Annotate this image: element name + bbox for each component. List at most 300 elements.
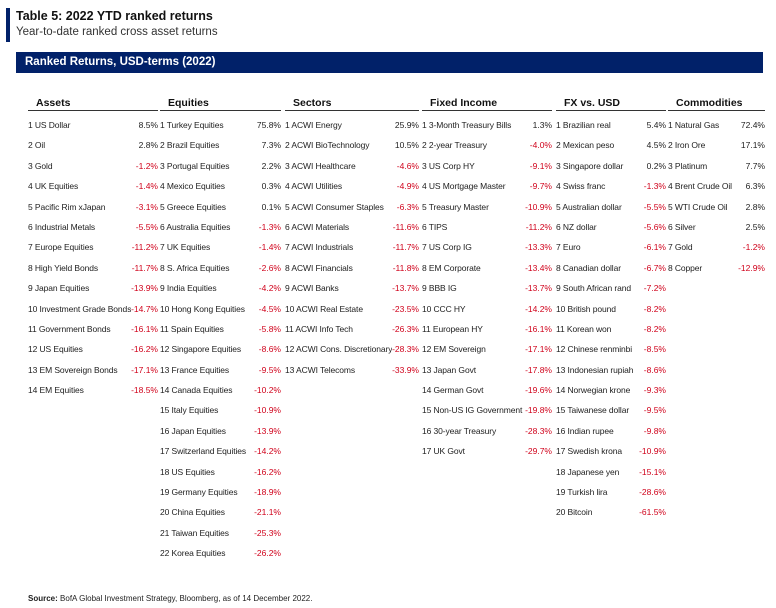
row-label: 16 Japan Equities bbox=[160, 425, 226, 436]
table-row bbox=[556, 487, 666, 507]
table-row bbox=[285, 120, 419, 140]
row-value: -10.9% bbox=[254, 405, 281, 416]
table-row bbox=[422, 242, 552, 262]
row-label: 5 Treasury Master bbox=[422, 201, 489, 212]
row-value: 72.4% bbox=[740, 120, 765, 130]
row-label: 1 3-Month Treasury Bills bbox=[422, 120, 512, 130]
table-row bbox=[160, 446, 281, 466]
row-label: 13 France Equities bbox=[160, 364, 230, 375]
table-row bbox=[285, 140, 419, 160]
row-value: -4.9% bbox=[396, 181, 419, 192]
row-value: -21.1% bbox=[254, 507, 281, 518]
row-label: 20 China Equities bbox=[160, 507, 225, 518]
row-label: 1 Natural Gas bbox=[668, 120, 720, 130]
row-value: -10.9% bbox=[639, 446, 666, 457]
table-row bbox=[160, 120, 281, 140]
row-value: -9.3% bbox=[643, 385, 666, 396]
table-row bbox=[28, 365, 158, 385]
table-row bbox=[285, 202, 419, 222]
row-label: 12 US Equities bbox=[28, 344, 83, 355]
column-header: Assets bbox=[28, 96, 158, 111]
row-label: 4 US Mortgage Master bbox=[422, 181, 506, 192]
row-value: -17.8% bbox=[525, 364, 552, 375]
table-row bbox=[28, 304, 158, 324]
table-row bbox=[422, 120, 552, 140]
row-label: 17 UK Govt bbox=[422, 446, 465, 457]
column-equities bbox=[160, 96, 281, 569]
row-value: -28.6% bbox=[639, 487, 666, 498]
row-value: -19.8% bbox=[525, 405, 552, 416]
row-value: 7.3% bbox=[261, 140, 281, 151]
row-label: 3 Platinum bbox=[668, 160, 708, 171]
row-label: 17 Switzerland Equities bbox=[160, 446, 247, 457]
row-label: 11 European HY bbox=[422, 323, 483, 334]
table-row bbox=[160, 222, 281, 242]
row-label: 2 Brazil Equities bbox=[160, 140, 220, 151]
row-value: -17.1% bbox=[131, 364, 158, 375]
table-row bbox=[160, 365, 281, 385]
row-value: 1.3% bbox=[532, 120, 552, 130]
row-label: 6 NZ dollar bbox=[556, 221, 597, 232]
row-value: -11.8% bbox=[392, 262, 419, 273]
table-row bbox=[422, 161, 552, 181]
source-text: BofA Global Investment Strategy, Bloomberg, as of 14 December 2022. bbox=[60, 594, 313, 603]
row-value: -11.6% bbox=[392, 221, 419, 232]
table-row bbox=[160, 324, 281, 344]
table-row bbox=[556, 181, 666, 201]
column-header: Commodities bbox=[668, 96, 765, 111]
row-value: 4.5% bbox=[646, 140, 666, 151]
column-header: Fixed Income bbox=[422, 96, 552, 111]
row-value: 17.1% bbox=[740, 140, 765, 151]
row-label: 15 Non-US IG Government bbox=[422, 405, 523, 416]
table-row bbox=[668, 140, 765, 160]
row-label: 7 ACWI Industrials bbox=[285, 242, 354, 253]
row-value: -13.9% bbox=[254, 425, 281, 436]
row-value: -12.9% bbox=[738, 262, 765, 273]
row-label: 5 WTI Crude Oil bbox=[668, 201, 728, 212]
table-row bbox=[556, 222, 666, 242]
table-row bbox=[28, 324, 158, 344]
table-row bbox=[422, 181, 552, 201]
row-value: -28.3% bbox=[525, 425, 552, 436]
row-label: 5 Greece Equities bbox=[160, 201, 226, 212]
row-label: 1 Brazilian real bbox=[556, 120, 611, 130]
row-label: 14 EM Equities bbox=[28, 385, 84, 396]
row-value: -6.1% bbox=[643, 242, 666, 253]
row-value: -2.6% bbox=[258, 262, 281, 273]
row-value: -10.2% bbox=[254, 385, 281, 396]
row-value: -17.1% bbox=[525, 344, 552, 355]
row-value: -4.2% bbox=[258, 283, 281, 294]
row-value: -6.7% bbox=[643, 262, 666, 273]
table-row bbox=[160, 405, 281, 425]
table-row bbox=[285, 181, 419, 201]
table-row bbox=[422, 446, 552, 466]
table-row bbox=[668, 161, 765, 181]
row-label: 5 Pacific Rim xJapan bbox=[28, 201, 106, 212]
table-row bbox=[422, 385, 552, 405]
row-label: 10 ACWI Real Estate bbox=[285, 303, 363, 314]
row-label: 11 Government Bonds bbox=[28, 323, 111, 334]
row-value: -15.1% bbox=[639, 466, 666, 477]
row-label: 11 Spain Equities bbox=[160, 323, 224, 334]
table-row bbox=[160, 385, 281, 405]
row-value: 2.8% bbox=[138, 140, 158, 151]
table-row bbox=[285, 222, 419, 242]
row-value: 2.5% bbox=[745, 221, 765, 232]
table-row bbox=[556, 507, 666, 527]
table-row bbox=[160, 202, 281, 222]
table-row bbox=[28, 242, 158, 262]
row-label: 5 ACWI Consumer Staples bbox=[285, 201, 384, 212]
row-label: 3 ACWI Healthcare bbox=[285, 160, 356, 171]
row-label: 4 Mexico Equities bbox=[160, 181, 225, 192]
row-label: 7 UK Equities bbox=[160, 242, 211, 253]
table-row bbox=[28, 140, 158, 160]
column-assets bbox=[28, 96, 158, 405]
row-label: 14 German Govt bbox=[422, 385, 484, 396]
row-label: 8 EM Corporate bbox=[422, 262, 481, 273]
table-row bbox=[422, 263, 552, 283]
row-label: 10 British pound bbox=[556, 303, 616, 314]
row-value: -1.3% bbox=[643, 181, 666, 192]
row-label: 2 Mexican peso bbox=[556, 140, 615, 151]
row-label: 16 Indian rupee bbox=[556, 425, 614, 436]
table-row bbox=[422, 222, 552, 242]
row-value: -13.9% bbox=[131, 283, 158, 294]
row-label: 9 Japan Equities bbox=[28, 283, 90, 294]
table-row bbox=[160, 161, 281, 181]
row-label: 10 Hong Kong Equities bbox=[160, 303, 245, 314]
table-row bbox=[556, 385, 666, 405]
table-row bbox=[28, 120, 158, 140]
table-row bbox=[422, 324, 552, 344]
table-subtitle: Year-to-date ranked cross asset returns bbox=[16, 26, 218, 38]
row-label: 2 ACWI BioTechnology bbox=[285, 140, 370, 151]
table-row bbox=[28, 202, 158, 222]
row-value: -14.7% bbox=[131, 303, 158, 314]
row-label: 9 BBB IG bbox=[422, 283, 457, 294]
row-label: 2 Oil bbox=[28, 140, 45, 151]
column-header: Sectors bbox=[285, 96, 419, 111]
row-value: -11.2% bbox=[131, 242, 158, 253]
row-value: -13.4% bbox=[525, 262, 552, 273]
row-label: 8 High Yield Bonds bbox=[28, 262, 99, 273]
table-row bbox=[556, 161, 666, 181]
row-value: -5.8% bbox=[258, 323, 281, 334]
table-row bbox=[160, 426, 281, 446]
table-row bbox=[556, 120, 666, 140]
table-row bbox=[28, 222, 158, 242]
row-value: 0.2% bbox=[646, 160, 666, 171]
row-label: 15 Taiwanese dollar bbox=[556, 405, 630, 416]
row-label: 8 Copper bbox=[668, 262, 703, 273]
table-row bbox=[422, 405, 552, 425]
row-value: -1.4% bbox=[135, 181, 158, 192]
row-value: -19.6% bbox=[525, 385, 552, 396]
table-row bbox=[422, 283, 552, 303]
row-label: 18 US Equities bbox=[160, 466, 215, 477]
row-value: -9.1% bbox=[529, 160, 552, 171]
row-value: -13.3% bbox=[525, 242, 552, 253]
row-value: -33.9% bbox=[392, 364, 419, 375]
row-label: 7 US Corp IG bbox=[422, 242, 472, 253]
row-value: -11.7% bbox=[392, 242, 419, 253]
table-row bbox=[422, 140, 552, 160]
column-sectors bbox=[285, 96, 419, 385]
row-value: -4.0% bbox=[529, 140, 552, 151]
table-row bbox=[668, 120, 765, 140]
row-value: -8.6% bbox=[643, 364, 666, 375]
row-value: -23.5% bbox=[392, 303, 419, 314]
table-row bbox=[422, 344, 552, 364]
table-row bbox=[28, 283, 158, 303]
table-row bbox=[28, 263, 158, 283]
row-value: -5.5% bbox=[135, 221, 158, 232]
row-label: 18 Japanese yen bbox=[556, 466, 620, 477]
column-commodities bbox=[668, 96, 765, 283]
table-row bbox=[285, 344, 419, 364]
row-value: -13.7% bbox=[392, 283, 419, 294]
row-value: -28.3% bbox=[392, 344, 419, 355]
row-label: 4 Swiss franc bbox=[556, 181, 606, 192]
row-label: 16 30-year Treasury bbox=[422, 425, 497, 436]
row-value: -14.2% bbox=[525, 303, 552, 314]
table-row bbox=[556, 140, 666, 160]
row-value: -9.8% bbox=[643, 425, 666, 436]
table-row bbox=[285, 242, 419, 262]
table-row bbox=[28, 385, 158, 405]
table-row bbox=[556, 283, 666, 303]
table-row bbox=[556, 344, 666, 364]
row-value: -11.2% bbox=[525, 221, 552, 232]
row-label: 14 Norwegian krone bbox=[556, 385, 631, 396]
row-label: 20 Bitcoin bbox=[556, 507, 593, 518]
table-row bbox=[160, 467, 281, 487]
row-value: -25.3% bbox=[254, 527, 281, 538]
row-value: 2.8% bbox=[745, 201, 765, 212]
row-value: -18.5% bbox=[131, 385, 158, 396]
table-row bbox=[28, 344, 158, 364]
row-label: 10 CCC HY bbox=[422, 303, 466, 314]
row-value: -4.6% bbox=[396, 160, 419, 171]
row-label: 2 Iron Ore bbox=[668, 140, 706, 151]
title-accent-bar bbox=[6, 8, 10, 42]
row-label: 3 Gold bbox=[28, 160, 53, 171]
row-value: -1.4% bbox=[258, 242, 281, 253]
table-banner: Ranked Returns, USD-terms (2022) bbox=[16, 52, 763, 73]
row-label: 12 Singapore Equities bbox=[160, 344, 242, 355]
table-row bbox=[160, 344, 281, 364]
row-label: 4 UK Equities bbox=[28, 181, 79, 192]
row-value: 6.3% bbox=[745, 181, 765, 192]
row-value: 75.8% bbox=[256, 120, 281, 130]
row-label: 6 ACWI Materials bbox=[285, 221, 350, 232]
row-value: -13.7% bbox=[525, 283, 552, 294]
row-value: 5.4% bbox=[646, 120, 666, 130]
table-row bbox=[422, 426, 552, 446]
row-label: 10 Investment Grade Bonds bbox=[28, 303, 132, 314]
row-value: -1.3% bbox=[258, 221, 281, 232]
table-row bbox=[556, 324, 666, 344]
table-row bbox=[285, 161, 419, 181]
row-label: 12 Chinese renminbi bbox=[556, 344, 633, 355]
table-row bbox=[160, 487, 281, 507]
row-value: -9.5% bbox=[643, 405, 666, 416]
table-row bbox=[422, 365, 552, 385]
row-value: 0.1% bbox=[261, 201, 281, 212]
table-row bbox=[285, 324, 419, 344]
table-row bbox=[556, 365, 666, 385]
row-value: 7.7% bbox=[745, 160, 765, 171]
table-row bbox=[668, 263, 765, 283]
row-label: 1 ACWI Energy bbox=[285, 120, 342, 130]
table-title: Table 5: 2022 YTD ranked returns bbox=[16, 9, 213, 23]
row-label: 6 TIPS bbox=[422, 221, 448, 232]
row-value: -8.2% bbox=[643, 323, 666, 334]
table-row bbox=[556, 467, 666, 487]
table-row bbox=[668, 222, 765, 242]
table-row bbox=[285, 283, 419, 303]
row-value: -26.2% bbox=[254, 548, 281, 559]
row-value: 10.5% bbox=[394, 140, 419, 151]
table-row bbox=[28, 181, 158, 201]
table-row bbox=[285, 365, 419, 385]
row-value: -16.2% bbox=[131, 344, 158, 355]
table-row bbox=[556, 202, 666, 222]
row-value: -5.5% bbox=[643, 201, 666, 212]
row-label: 9 India Equities bbox=[160, 283, 217, 294]
table-row bbox=[556, 304, 666, 324]
row-label: 4 ACWI Utilities bbox=[285, 181, 342, 192]
table-row bbox=[285, 263, 419, 283]
row-label: 4 Brent Crude Oil bbox=[668, 181, 732, 192]
row-label: 13 Japan Govt bbox=[422, 364, 476, 375]
row-label: 12 EM Sovereign bbox=[422, 344, 486, 355]
row-label: 19 Germany Equities bbox=[160, 487, 238, 498]
row-value: -10.9% bbox=[525, 201, 552, 212]
row-label: 7 Gold bbox=[668, 242, 693, 253]
row-label: 14 Canada Equities bbox=[160, 385, 233, 396]
table-row bbox=[668, 181, 765, 201]
table-row bbox=[556, 242, 666, 262]
table-row bbox=[160, 304, 281, 324]
row-label: 8 Canadian dollar bbox=[556, 262, 621, 273]
row-label: 8 S. Africa Equities bbox=[160, 262, 230, 273]
row-value: -11.7% bbox=[131, 262, 158, 273]
row-label: 22 Korea Equities bbox=[160, 548, 226, 559]
row-label: 15 Italy Equities bbox=[160, 405, 219, 416]
row-value: -4.5% bbox=[258, 303, 281, 314]
column-header: Equities bbox=[160, 96, 281, 111]
row-label: 13 EM Sovereign Bonds bbox=[28, 364, 118, 375]
row-value: -1.2% bbox=[135, 160, 158, 171]
row-value: -16.1% bbox=[131, 323, 158, 334]
row-value: -16.2% bbox=[254, 466, 281, 477]
row-value: 8.5% bbox=[138, 120, 158, 130]
row-label: 2 2-year Treasury bbox=[422, 140, 487, 151]
row-label: 21 Taiwan Equities bbox=[160, 527, 229, 538]
source-label: Source: bbox=[28, 594, 58, 603]
column-fx-vs-usd bbox=[556, 96, 666, 528]
row-value: -8.2% bbox=[643, 303, 666, 314]
row-value: -3.1% bbox=[135, 201, 158, 212]
row-value: -8.5% bbox=[643, 344, 666, 355]
row-value: -18.9% bbox=[254, 487, 281, 498]
source-note bbox=[28, 594, 312, 603]
table-row bbox=[160, 528, 281, 548]
row-label: 6 Australia Equities bbox=[160, 221, 231, 232]
row-label: 3 US Corp HY bbox=[422, 160, 475, 171]
column-fixed-income bbox=[422, 96, 552, 467]
row-value: -7.2% bbox=[643, 283, 666, 294]
row-label: 1 Turkey Equities bbox=[160, 120, 224, 130]
row-value: -26.3% bbox=[392, 323, 419, 334]
row-label: 1 US Dollar bbox=[28, 120, 71, 130]
table-row bbox=[556, 426, 666, 446]
table-row bbox=[556, 263, 666, 283]
row-label: 12 ACWI Cons. Discretionary bbox=[285, 344, 393, 355]
column-header: FX vs. USD bbox=[556, 96, 666, 111]
table-row bbox=[422, 304, 552, 324]
row-label: 3 Portugal Equities bbox=[160, 160, 230, 171]
row-value: -9.7% bbox=[529, 181, 552, 192]
row-label: 6 Silver bbox=[668, 221, 696, 232]
table-row bbox=[422, 202, 552, 222]
row-value: 0.3% bbox=[261, 181, 281, 192]
row-value: -61.5% bbox=[639, 507, 666, 518]
row-label: 8 ACWI Financials bbox=[285, 262, 353, 273]
row-label: 6 Industrial Metals bbox=[28, 221, 96, 232]
row-value: -16.1% bbox=[525, 323, 552, 334]
table-row bbox=[556, 446, 666, 466]
row-value: -29.7% bbox=[525, 446, 552, 457]
row-label: 9 ACWI Banks bbox=[285, 283, 339, 294]
table-row bbox=[160, 242, 281, 262]
row-value: 25.9% bbox=[394, 120, 419, 130]
table-row bbox=[160, 548, 281, 568]
table-row bbox=[668, 242, 765, 262]
row-label: 7 Euro bbox=[556, 242, 581, 253]
row-label: 9 South African rand bbox=[556, 283, 632, 294]
table-row bbox=[668, 202, 765, 222]
table-row bbox=[556, 405, 666, 425]
table-row bbox=[160, 140, 281, 160]
table-row bbox=[160, 263, 281, 283]
row-label: 11 Korean won bbox=[556, 323, 612, 334]
table-row bbox=[285, 304, 419, 324]
row-value: -1.2% bbox=[742, 242, 765, 253]
table-row bbox=[28, 161, 158, 181]
table-row bbox=[160, 181, 281, 201]
row-label: 17 Swedish krona bbox=[556, 446, 622, 457]
row-label: 3 Singapore dollar bbox=[556, 160, 624, 171]
row-value: -14.2% bbox=[254, 446, 281, 457]
row-label: 11 ACWI Info Tech bbox=[285, 323, 353, 334]
table-row bbox=[160, 507, 281, 527]
row-value: -9.5% bbox=[258, 364, 281, 375]
row-value: -8.6% bbox=[258, 344, 281, 355]
row-label: 7 Europe Equities bbox=[28, 242, 94, 253]
row-value: 2.2% bbox=[261, 160, 281, 171]
row-label: 5 Australian dollar bbox=[556, 201, 622, 212]
row-label: 19 Turkish lira bbox=[556, 487, 608, 498]
row-label: 13 ACWI Telecoms bbox=[285, 364, 356, 375]
row-value: -5.6% bbox=[643, 221, 666, 232]
row-label: 13 Indonesian rupiah bbox=[556, 364, 634, 375]
table-row bbox=[160, 283, 281, 303]
